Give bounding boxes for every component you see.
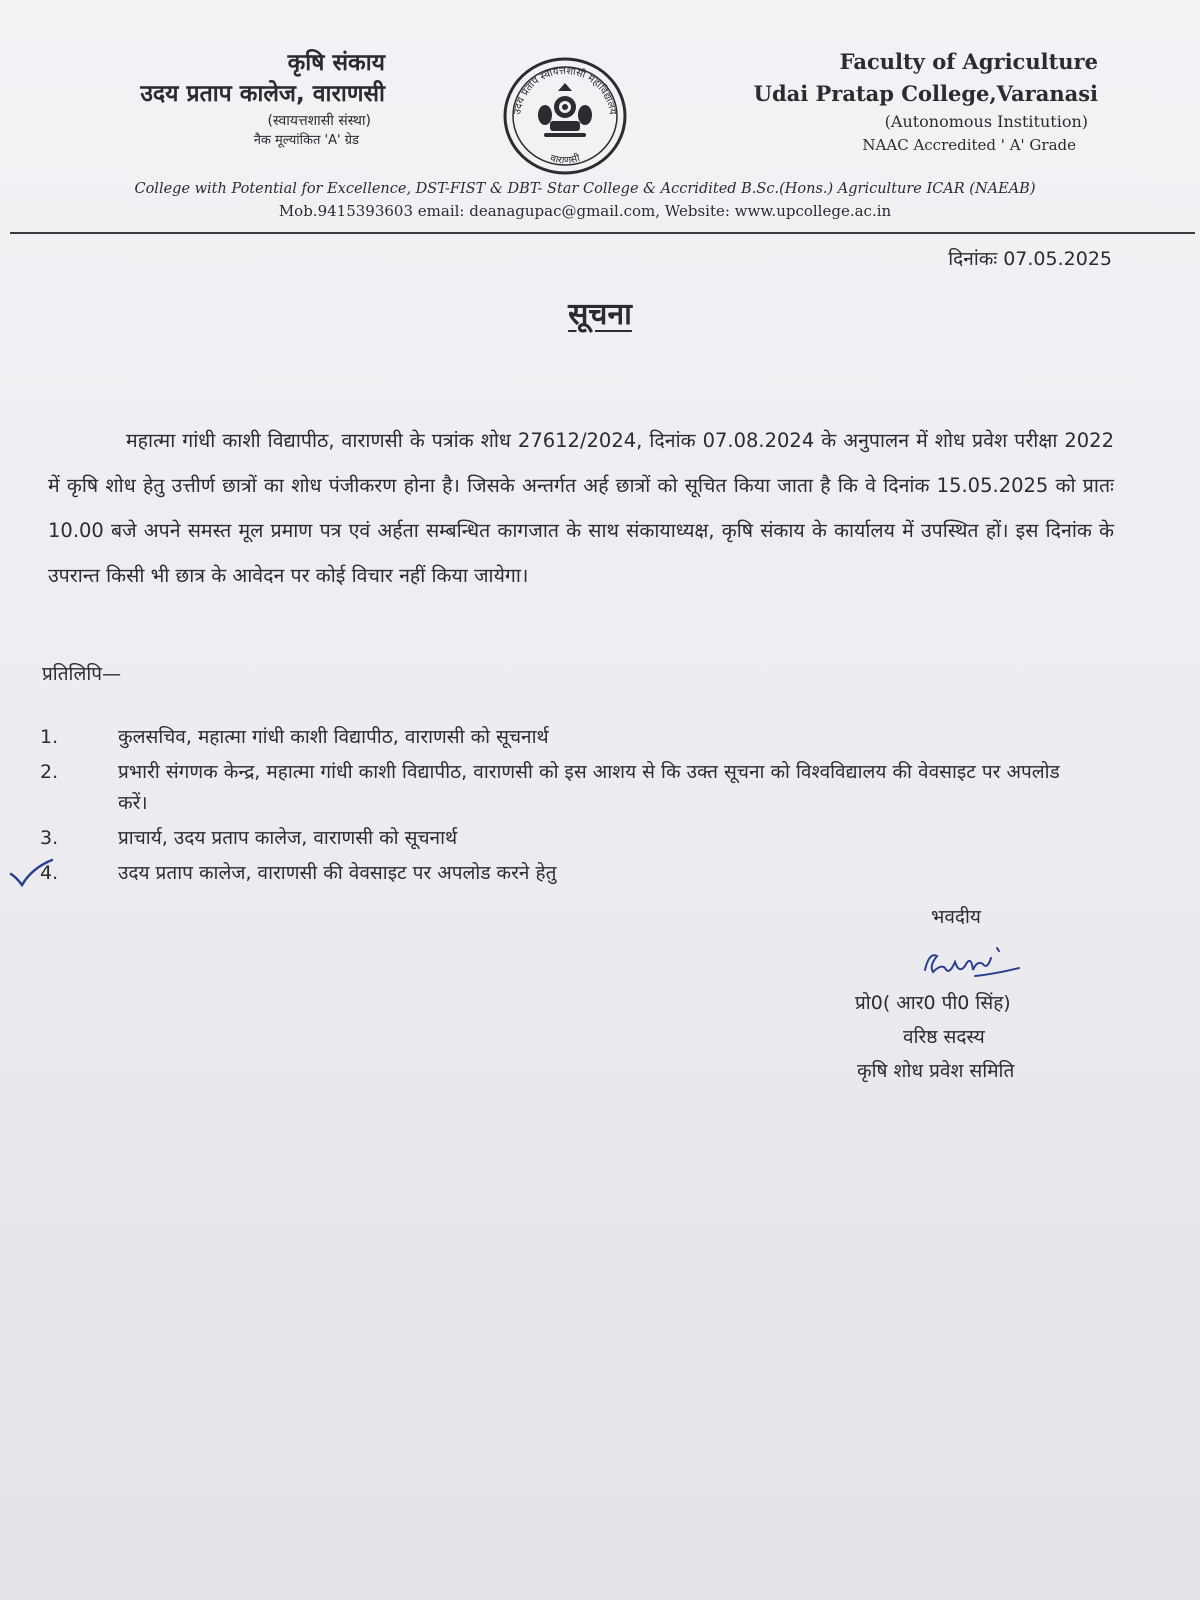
seal-bottom-text: वाराणसी [548, 152, 582, 167]
letterhead-english [700, 46, 1098, 156]
autonomous-english: (Autonomous Institution) [884, 112, 1088, 131]
signatory-designation: वरिष्ठ सदस्य [903, 1026, 985, 1048]
copy-item [40, 823, 1080, 854]
notice-body: महात्मा गांधी काशी विद्यापीठ, वाराणसी के पत्रांक शोध 27612/2024, दिनांक 07.08.2024 के अनुपालन में शोध प्रवेश परीक्षा 2022 में कृषि शोध हेतु उत्तीर्ण छात्रों का शोध पंजीकरण होना है। जिसके अन्तर्गत अर्ह छात्रों को सूचित किया जाता है कि वे दिनांक 15.05.2025 को प्रातः 10.00 बजे अपने समस्त मूल प्रमाण पत्र एवं अर्हता सम्बन्धित कागजात के साथ संकायाध्यक्ष, कृषि संकाय के कार्यालय में उपस्थित हों। इस दिनांक के उपरान्त किसी भी छात्र के आवेदन पर कोई विचार नहीं किया जायेगा। [48, 429, 1114, 587]
handwritten-signature-icon [915, 940, 1025, 986]
college-tagline: College with Potential for Excellence, DST-FIST & DBT- Star College & Accridited B.Sc.(Hons.) Agriculture ICAR (NAEAB) [134, 181, 1036, 197]
copy-text: कुलसचिव, महात्मा गांधी काशी विद्यापीठ, वाराणसी को सूचनार्थ [118, 726, 549, 748]
copy-number: 3. [40, 827, 59, 849]
naac-grade-hindi: नैक मूल्यांकित 'A' ग्रेड [253, 133, 359, 148]
autonomous-hindi: (स्वायत्तशासी संस्था) [267, 113, 371, 129]
svg-text:वाराणसी [549, 152, 582, 167]
header-divider [10, 232, 1195, 234]
copy-item [40, 858, 1080, 889]
copy-item [40, 722, 1080, 753]
copy-text: उदय प्रताप कालेज, वाराणसी की वेवसाइट पर अपलोड करने हेतु [118, 862, 557, 884]
faculty-name-hindi: कृषि संकाय [287, 50, 385, 76]
copy-number: 2. [40, 761, 59, 783]
signature-block [855, 900, 1095, 1088]
letterhead-hindi [40, 48, 385, 150]
copy-heading: प्रतिलिपि— [42, 663, 122, 685]
seal-top-text: उदय प्रताप स्वायत्तशासी महाविद्यालय [512, 65, 618, 116]
college-name-english: Udai Pratap College,Varanasi [753, 81, 1098, 106]
copy-item [40, 757, 1080, 819]
signatory-name: प्रो0( आर0 पी0 सिंह) [855, 992, 1011, 1014]
signatory-committee: कृषि शोध प्रवेश समिति [857, 1060, 1015, 1082]
college-emblem-icon [500, 55, 630, 177]
copy-list [40, 722, 1080, 893]
copy-number: 1. [40, 726, 59, 748]
checkmark-icon [8, 858, 54, 888]
college-name-hindi: उदय प्रताप कालेज, वाराणसी [140, 81, 385, 107]
college-contact: Mob.9415393603 email: deanagupac@gmail.com, Website: www.upcollege.ac.in [278, 202, 892, 220]
notice-title: सूचना [568, 297, 632, 332]
notice-title-wrap [0, 292, 1200, 333]
notice-date: दिनांकः 07.05.2025 [948, 248, 1112, 270]
naac-grade-english: NAAC Accredited ' A' Grade [862, 136, 1076, 154]
copy-text: प्राचार्य, उदय प्रताप कालेज, वाराणसी को सूचनार्थ [118, 827, 458, 849]
copy-text: प्रभारी संगणक केन्द्र, महात्मा गांधी काशी विद्यापीठ, वाराणसी को इस आशय से कि उक्त सूचना को विश्वविद्यालय की वेवसाइट पर अपलोड करें। [118, 761, 1060, 814]
copy-number: 4. [40, 862, 59, 884]
faculty-name-english: Faculty of Agriculture [839, 49, 1098, 74]
closing-word: भवदीय [931, 906, 981, 928]
